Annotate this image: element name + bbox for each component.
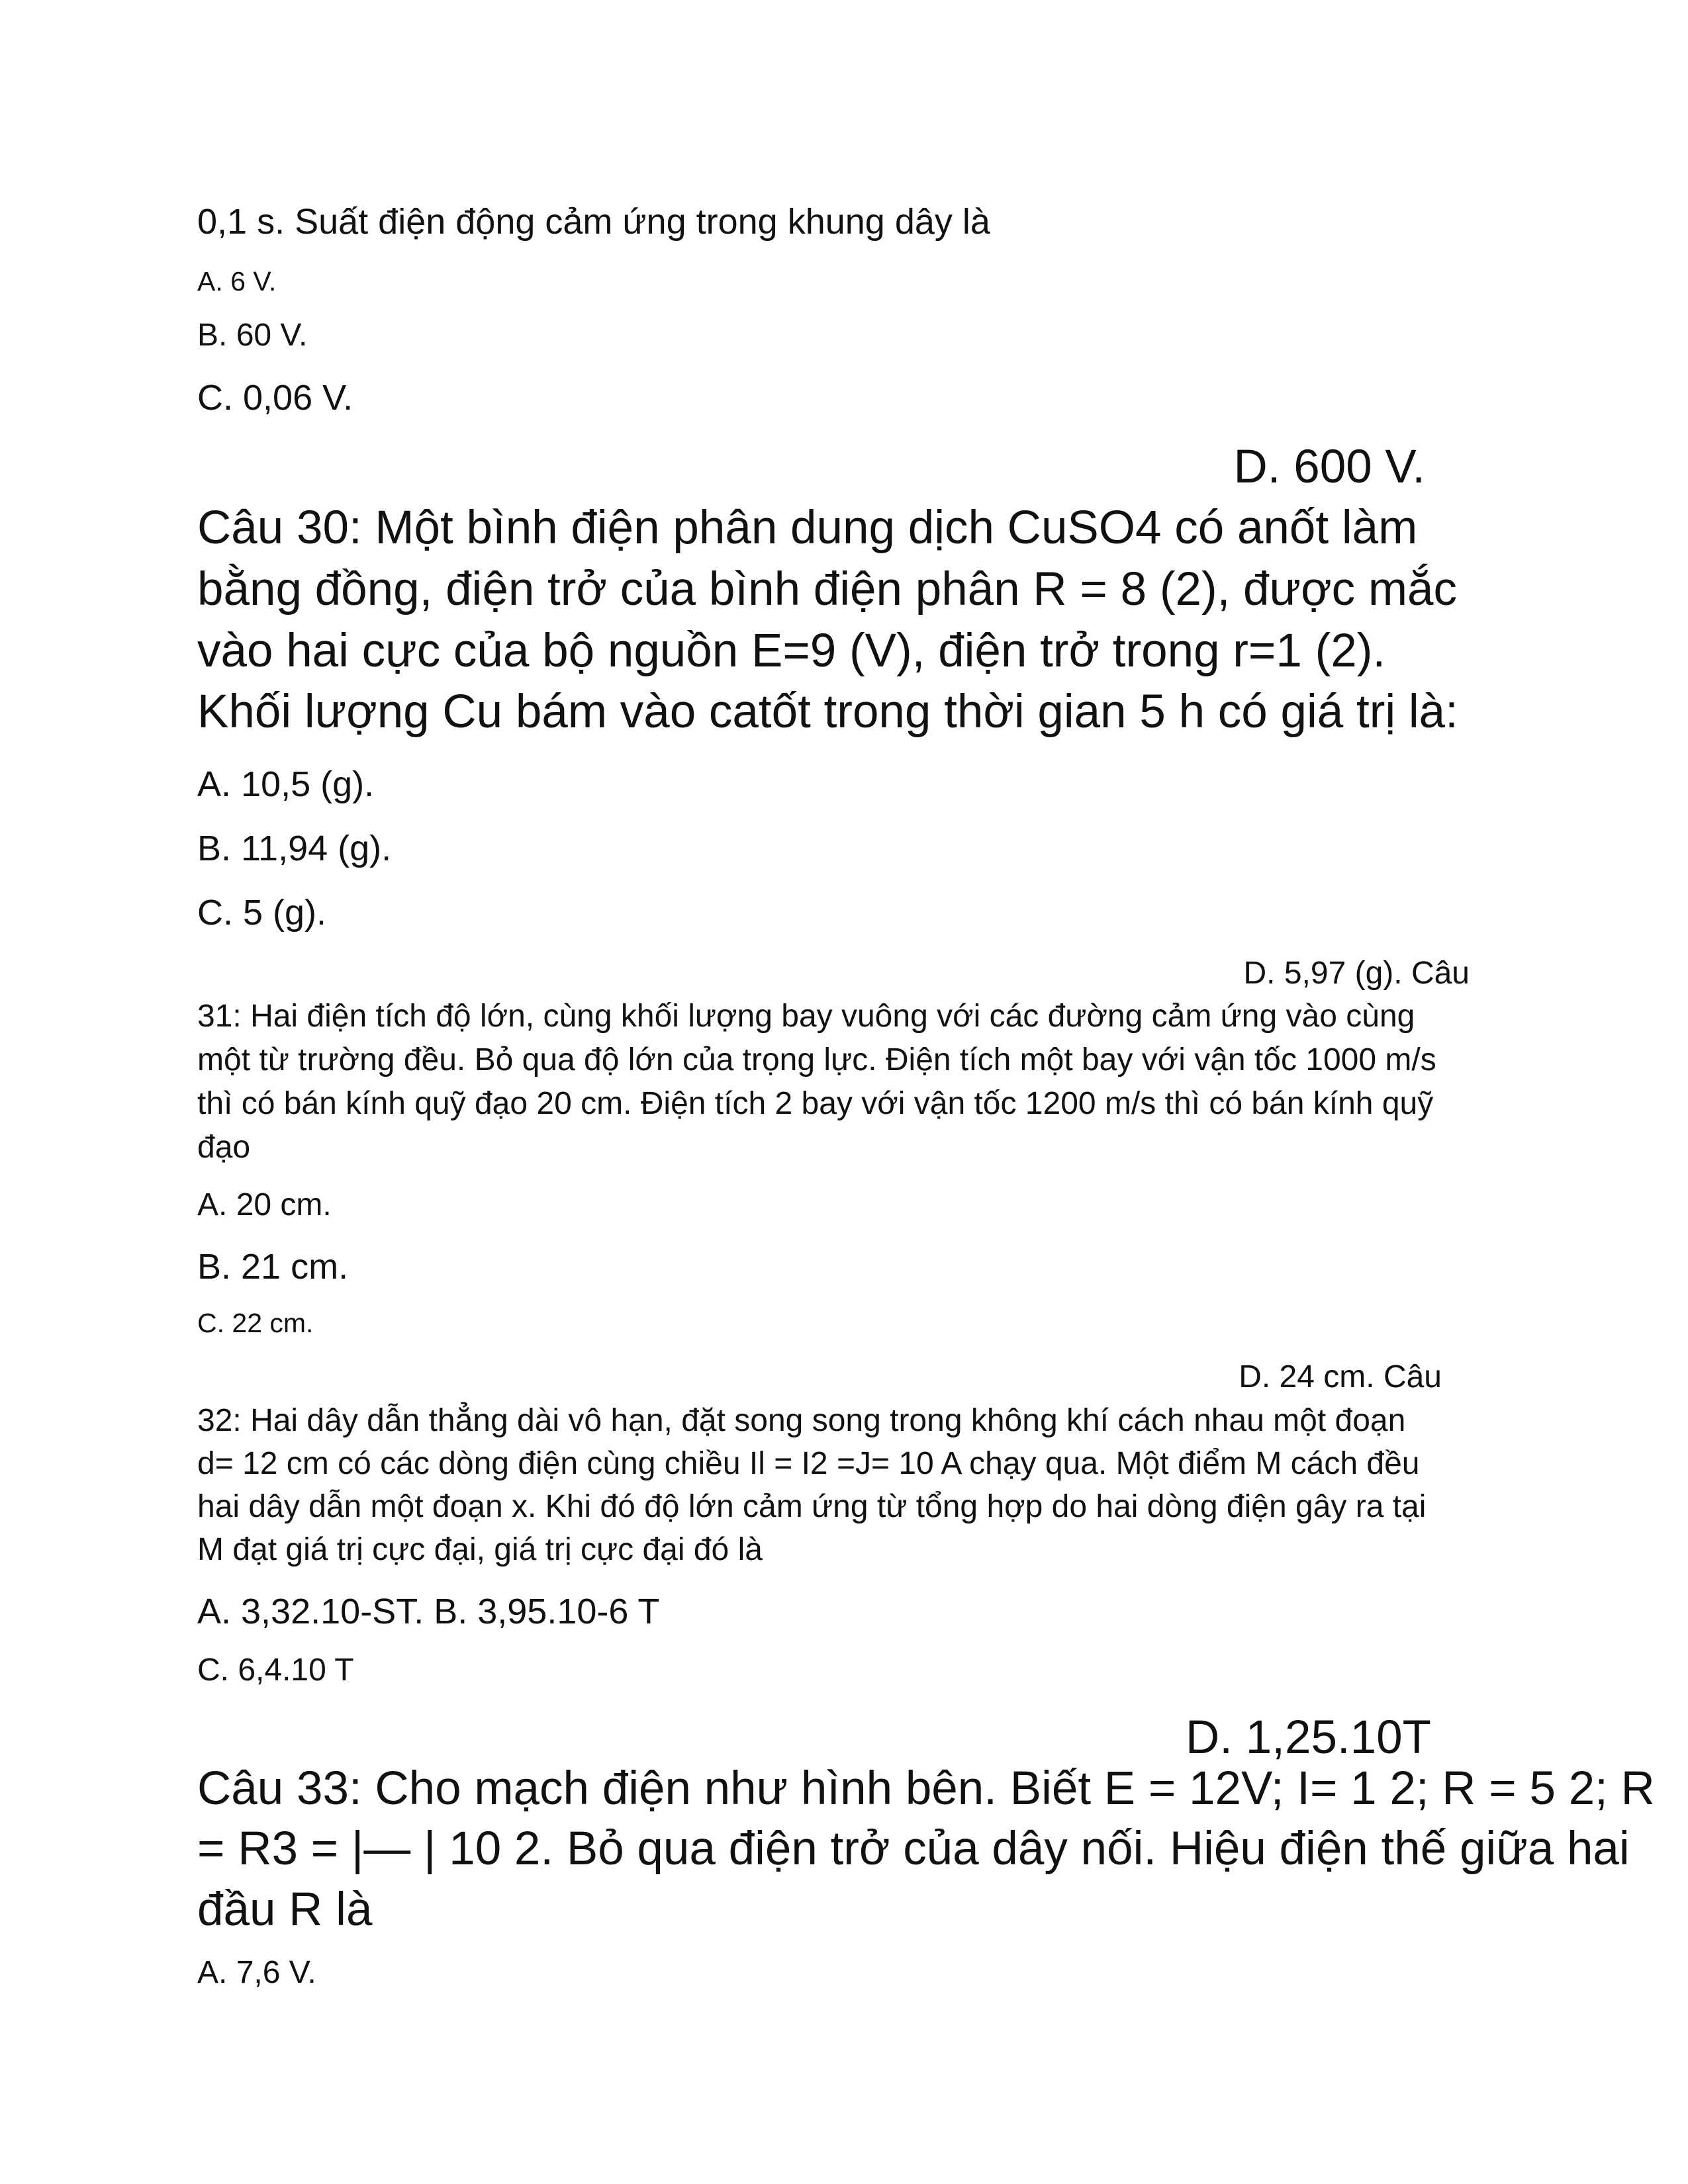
q30-stem-line-3: vào hai cực của bộ nguồn E=9 (V), điện trở trong r=1 (2). <box>197 625 1386 677</box>
q29-option-d: D. 600 V. <box>1233 441 1425 493</box>
q31-stem-line-4: đạo <box>197 1130 251 1165</box>
q30-stem-line-4: Khối lượng Cu bám vào catốt trong thời gian 5 h có giá trị là: <box>197 686 1458 738</box>
q30-option-c: C. 5 (g). <box>197 893 327 933</box>
q32-stem-line-3: hai dây dẫn một đoạn x. Khi đó độ lớn cảm ứng từ tổng hợp do hai dòng điện gây ra tại <box>197 1489 1427 1524</box>
q32-option-d: D. 1,25.10T <box>1186 1711 1431 1764</box>
q29-option-c: C. 0,06 V. <box>197 378 353 418</box>
q30-option-b: B. 11,94 (g). <box>197 829 392 868</box>
q31-option-a: A. 20 cm. <box>197 1187 332 1222</box>
q30-stem-line-2: bằng đồng, điện trở của bình điện phân R = 8 (2), được mắc <box>197 563 1457 615</box>
q29-option-b: B. 60 V. <box>197 318 308 353</box>
q29-option-a: A. 6 V. <box>197 266 277 296</box>
q29-stem-tail: 0,1 s. Suất điện động cảm ứng trong khung dây là <box>197 202 990 242</box>
q31-stem-line-2: một từ trường đều. Bỏ qua độ lớn của trọng lực. Điện tích một bay với vận tốc 1000 m/s <box>197 1042 1436 1077</box>
q32-stem-line-2: d= 12 cm có các dòng điện cùng chiều Il = I2 =J= 10 A chạy qua. Một điểm M cách đều <box>197 1446 1420 1481</box>
q33-stem-line-1: Câu 33: Cho mạch điện như hình bên. Biết E = 12V; I= 1 2; R = 5 2; R <box>197 1762 1655 1815</box>
q31-option-b: B. 21 cm. <box>197 1247 349 1287</box>
q33-option-a: A. 7,6 V. <box>197 1955 316 1990</box>
q30-option-d: D. 5,97 (g). Câu <box>1243 956 1470 991</box>
q33-stem-line-2: = R3 = |— | 10 2. Bỏ qua điện trở của dây nối. Hiệu điện thế giữa hai <box>197 1823 1630 1875</box>
q31-stem-line-1: 31: Hai điện tích độ lớn, cùng khối lượng bay vuông với các đường cảm ứng vào cùng <box>197 999 1415 1034</box>
q32-options-a-b: A. 3,32.10-ST. B. 3,95.10-6 T <box>197 1592 660 1631</box>
q30-stem-line-1: Câu 30: Một bình điện phân dung dịch CuSO4 có anốt làm <box>197 502 1418 554</box>
q30-option-a: A. 10,5 (g). <box>197 764 375 804</box>
q31-option-d: D. 24 cm. Câu <box>1239 1359 1442 1394</box>
q31-option-c: C. 22 cm. <box>197 1308 314 1338</box>
q32-option-c: C. 6,4.10 T <box>197 1653 354 1688</box>
q33-stem-line-3: đầu R là <box>197 1884 373 1936</box>
q32-stem-line-1: 32: Hai dây dẫn thẳng dài vô hạn, đặt song song trong không khí cách nhau một đoạn <box>197 1403 1406 1438</box>
q31-stem-line-3: thì có bán kính quỹ đạo 20 cm. Điện tích 2 bay với vận tốc 1200 m/s thì có bán kính quỹ <box>197 1086 1434 1121</box>
q32-stem-line-4: M đạt giá trị cực đại, giá trị cực đại đó là <box>197 1532 763 1567</box>
